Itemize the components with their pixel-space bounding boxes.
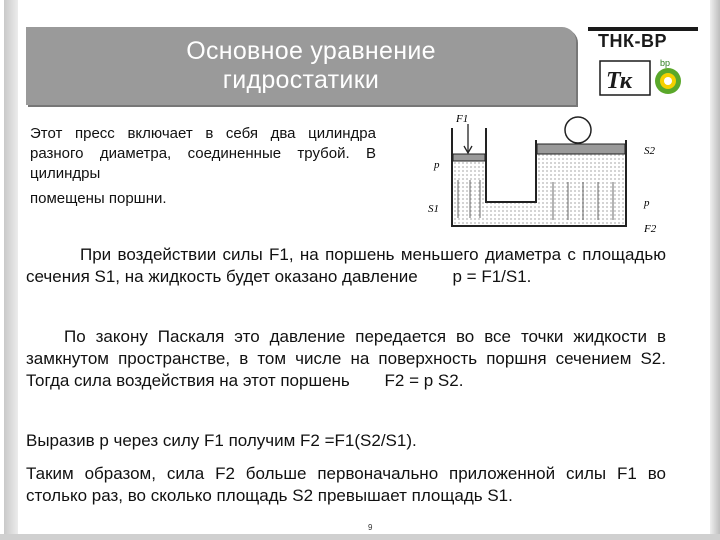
- formula-pressure: p = F1/S1.: [452, 267, 532, 286]
- slide-title-line1: Основное уравнение: [186, 37, 436, 65]
- paragraph-pascal: [26, 326, 666, 392]
- paragraph-pressure: [26, 244, 666, 288]
- right-border-decoration: [710, 0, 720, 540]
- paragraph-text: По закону Паскаля это давление передается во все точки жидкости в замкнутом пространстве, в том числе на поверхность поршня сечением S2. Тогда сила воздействия на этот поршень: [26, 327, 666, 390]
- slide-title-bar: [26, 27, 576, 105]
- hydraulic-press-diagram: [418, 110, 668, 240]
- label-f2: F2: [644, 223, 657, 235]
- paragraph-derivation: Выразив p через силу F1 получим F2 =F1(S2/S1).: [26, 431, 417, 450]
- left-border-decoration: [4, 0, 18, 540]
- page-number: 9: [368, 523, 373, 532]
- paragraph-conclusion: Таким образом, сила F2 больше первоначально приложенной силы F1 во столько раз, во сколько площадь S2 превышает площадь S1.: [26, 464, 666, 505]
- intro-text-block: [30, 124, 376, 209]
- intro-line: Этот пресс включает в себя два: [30, 125, 296, 142]
- intro-line: соединенные трубой. В цилиндры: [30, 145, 376, 182]
- label-s2: S2: [644, 145, 655, 157]
- company-logo: [588, 27, 698, 109]
- label-p-left: p: [434, 159, 440, 171]
- svg-text:Тк: Тк: [606, 68, 632, 94]
- formula-force: F2 = p S2.: [384, 371, 464, 390]
- label-f1: F1: [456, 113, 469, 125]
- label-s1: S1: [428, 203, 439, 215]
- intro-line: помещены поршни.: [30, 190, 167, 207]
- slide-title-line2: гидростатики: [222, 66, 380, 94]
- logo-text: ТНК-BP: [598, 31, 667, 51]
- tnk-bp-logo-icon: [596, 57, 688, 101]
- intro-line: цилиндра разного диаметра,: [30, 125, 376, 162]
- logo-bp-small: bp: [660, 58, 671, 68]
- label-p-right: p: [644, 197, 650, 209]
- paragraph-text: При воздействии силы F1, на поршень меньшего диаметра с площадью сечения S1, на жидкость будет оказано давление: [26, 245, 666, 286]
- bottom-border-decoration: [0, 534, 720, 540]
